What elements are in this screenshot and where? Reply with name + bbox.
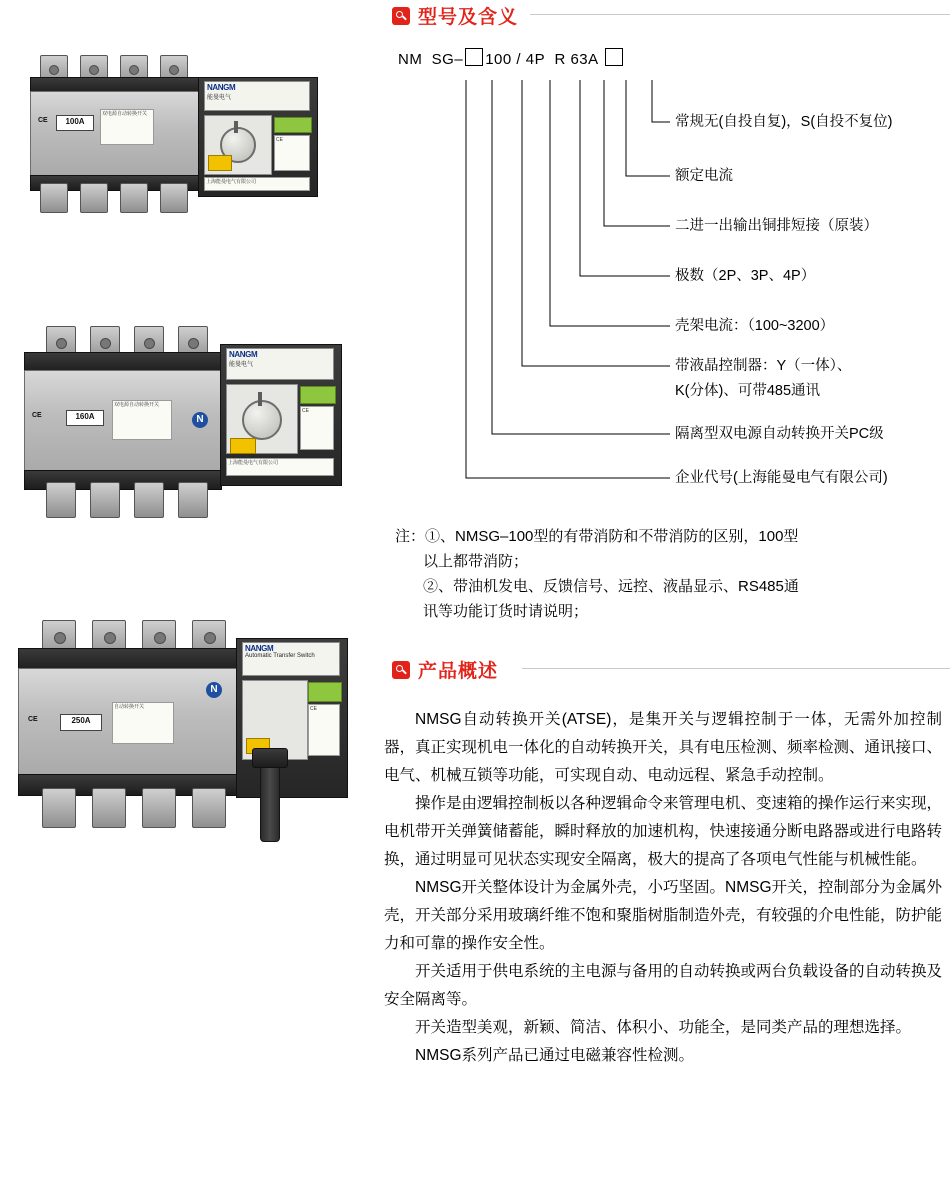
neutral-marker: N [192,412,208,428]
section-divider [530,14,950,15]
product-overview-text [384,706,942,1070]
manual-handle [260,756,280,842]
legend-rated-current: 额定电流 [675,168,733,184]
search-icon [392,661,410,679]
overview-paragraph-3: NMSG开关整体设计为金属外壳，小巧坚固。NMSG开关，控制部分为金属外壳，开关部分采用玻璃纤维不饱和聚脂树脂制造外壳，有较强的介电性能，防护能力和可靠的操作安全性。 [384,879,943,952]
product-photo-160a: CE 160A 双电源自动转换开关 N NANGM 能曼电气 CE 上海能曼电气有限公司 [10,320,348,535]
amp-badge-100a: 100A [56,115,94,131]
legend-poles: 极数（2P、3P、4P） [675,268,816,284]
overview-paragraph-4: 开关适用于供电系统的主电源与备用的自动转换或两台负载设备的自动转换及安全隔离等。 [384,963,943,1008]
model-part-current: 63A [570,51,599,68]
product-photo-column [0,0,370,1185]
model-part-poles: 4P [525,51,546,68]
brand-plate: NANGM 能曼电气 [204,81,310,111]
model-blank-box-2 [605,48,623,66]
legend-type: 隔离型双电源自动转换开关PC级 [675,426,884,442]
note-item-3: ②、带油机发电、反馈信号、远控、液晶显示、RS485通 [423,578,799,595]
spec-label: 双电源自动转换开关 [100,109,154,145]
overview-paragraph-1: NMSG自动转换开关(ATSE)，是集开关与逻辑控制于一体，无需外加控制器，真正实现机电一体化的自动转换开关，具有电压检测、频率检测、通讯接口、电气、机械互锁等功能，可实现自动、电动远程、紧急手动控制。 [384,711,943,784]
section-header-model-meaning [392,2,518,29]
section-divider [522,668,950,669]
product-photo-100a: CE 100A 双电源自动转换开关 NANGM 能曼电气 CE 上海能曼电气有限公司 [18,55,338,215]
content-column [370,0,952,1185]
overview-paragraph-5: 开关造型美观，新颖、简洁、体积小、功能全，是同类产品的理想选择。 [415,1019,912,1036]
legend-frame-current: 壳架电流：（100~3200） [675,318,835,334]
legend-controller-1: 带液晶控制器：Y（一体）、 [675,358,852,374]
model-part-nm: NM [398,51,423,68]
model-part-sg: SG [431,51,455,68]
amp-badge-250a: 250A [60,714,102,731]
model-code-row: NM SG– 100 / 4P R 63A [398,48,625,68]
neutral-marker: N [206,682,222,698]
section-title: 产品概述 [418,661,499,682]
overview-paragraph-6: NMSG系列产品已通过电磁兼容性检测。 [415,1047,695,1064]
search-icon [392,7,410,25]
notes-block [395,524,943,624]
section-header-product-overview [392,656,498,683]
overview-paragraph-2: 操作是由逻辑控制板以各种逻辑命令来管理电机、变速箱的操作运行来实现，电机带开关弹簧储蓄能，瞬时释放的加速机构，快速接通分断电路器或进行电路转换，通过明显可见状态实现安全隔离，极大的提高了各项电气性能与机械性能。 [384,795,943,868]
legend-company-code: 企业代号(上海能曼电气有限公司) [675,470,888,486]
amp-badge-160a: 160A [66,410,104,426]
note-item-2: 以上都带消防； [423,553,529,570]
note-item-1: ①、NMSG–100型的有带消防和不带消防的区别，100型 [425,528,799,545]
section-title: 型号及含义 [418,7,519,28]
legend-copper-bar: 二进一出输出铜排短接（原装） [675,218,878,234]
model-blank-box-1 [465,48,483,66]
legend-suffix: 常规无(自投自复)，S(自投不复位) [675,114,893,130]
notes-lead: 注： [395,528,426,545]
legend-controller-2: K(分体)、可带485通讯 [675,383,821,399]
product-photo-250a: CE 250A 自动转换开关 N NANGM Automatic Transfer Switch CE [8,620,353,840]
model-part-r: R [554,51,566,68]
note-item-4: 讯等功能订货时请说明； [423,603,589,620]
model-part-frame: 100 [485,51,512,68]
ce-mark: CE [38,117,48,124]
